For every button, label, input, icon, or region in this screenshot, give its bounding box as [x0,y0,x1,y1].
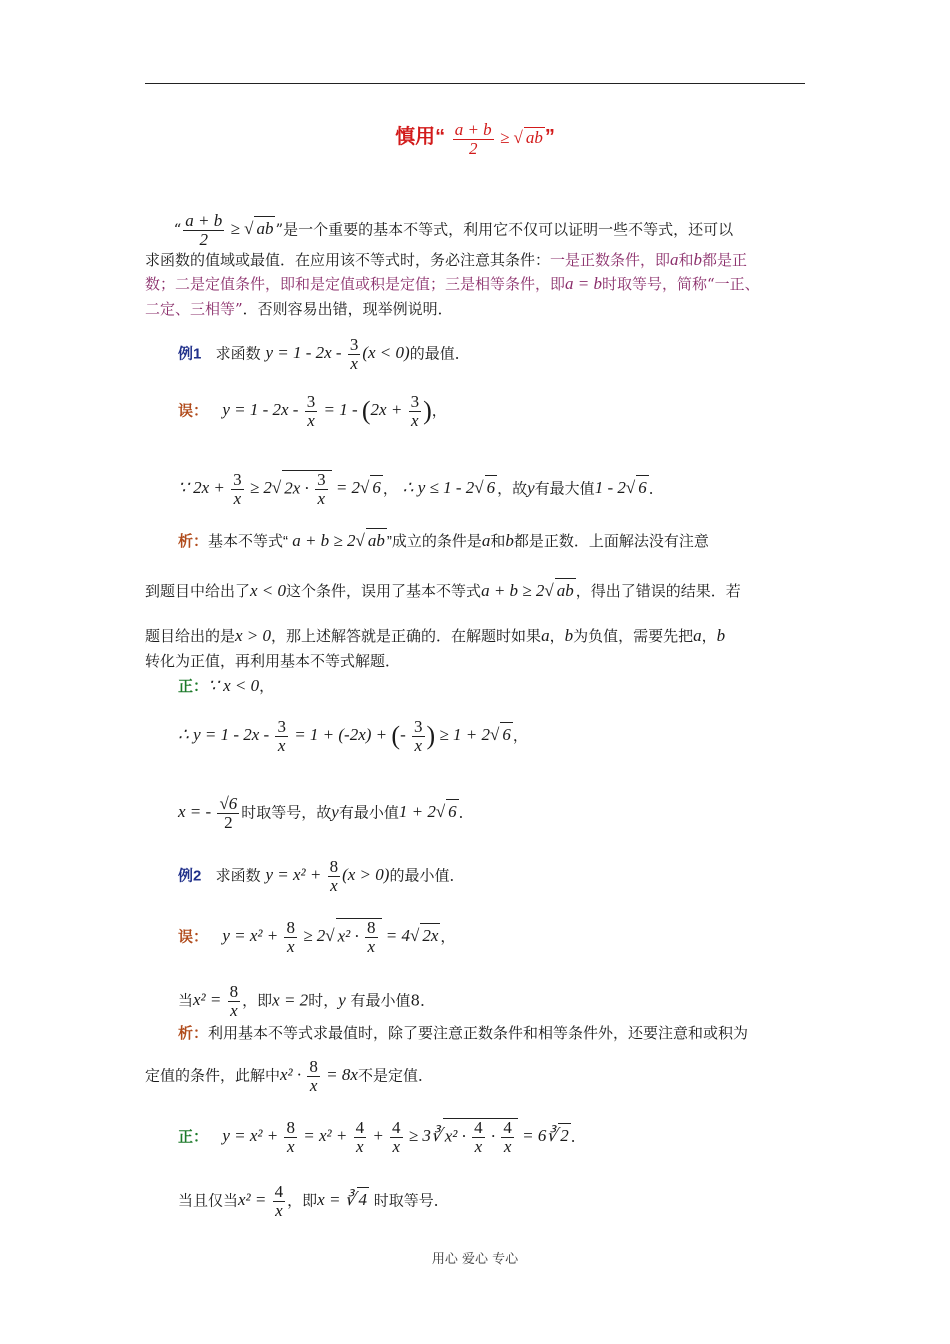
example-1-wrong-step: ∵ 2x + $\frac{3}{x}$ ≥ 2√ 2x · $\frac{3}{x}$ = 2√ 6 ， ∴ y ≤ 1 - 2√ 6 ，故y有最大值1 - 2√ 6 ． [178,470,664,508]
example-2-prompt: 例2 求函数 y = x² + $\frac{8}{x}$ (x > 0)的最小值． [178,857,465,895]
example-2-correct-result: 当且仅当x² = $\frac{4}{x}$ ，即x = ∛ 4 时取等号． [178,1182,449,1220]
example-2-correct: 正： y = x² + $\frac{8}{x}$ = x² + $\frac{4}{x}$ + $\frac{4}{x}$ ≥ 3∛ x² · $\frac{4}{x}$ · $\frac{4}{x}$ = 6∛ 2 ． [178,1118,586,1156]
example-1-wrong: 误： y = 1 - 2x - $\frac{3}{x}$ = 1 - (2x + $\frac{3}{x}$ )， [178,392,447,430]
example-1-correct: 正：∵ x < 0， [178,676,275,695]
example-1-analysis-3: 题目给出的是x > 0，那上述解答就是正确的．在解题时如果a，b为负值，需要先把a，b [145,626,726,645]
example-2-analysis-2: 定值的条件，此解中x² · $\frac{8}{x}$ = 8x不是定值． [145,1057,433,1095]
example-1-analysis-2: 到题目中给出了x < 0这个条件，误用了基本不等式a + b ≥ 2√ ab ，得出了错误的结果．若 [145,578,810,604]
intro-line-1: “ $\frac{a + b}{2}$ ≥ √ ab ”是一个重要的基本不等式，利用它不仅可以证明一些不等式，还可以 [145,211,734,249]
example-1-correct-step: ∴ y = 1 - 2x - $\frac{3}{x}$ = 1 + (-2x) + (- $\frac{3}{x}$ ) ≥ 1 + 2√ 6 ， [178,717,528,755]
intro-line-4: 二定、三相等”．否则容易出错，现举例说明． [145,300,453,318]
example-2-wrong: 误： y = x² + $\frac{8}{x}$ ≥ 2√ x² · $\frac{8}{x}$ = 4√ 2x ， [178,918,456,956]
example-1-prompt: 例1 求函数 y = 1 - 2x - $\frac{3}{x}$ (x < 0)的最值． [178,335,470,373]
example-1-analysis-4: 转化为正值，再利用基本不等式解题． [145,653,401,670]
example-2-analysis-1: 析：利用基本不等式求最值时，除了要注意正数条件和相等条件外，还要注意和或积为 [178,1025,749,1042]
intro-line-2: 求函数的值域或最值．在应用该不等式时，务必注意其条件：一是正数条件，即a和b都是正 [145,250,748,269]
title-formula: $\frac{a + b}{2}$ ≥ √ ab [454,119,543,158]
intro-line-3: 数；二是定值条件，即和是定值或积是定值；三是相等条件，即a = b时取等号，简称“一正、 [145,274,760,293]
header-rule [145,83,805,84]
example-1-correct-result: x = - $\frac{√6}{2}$ 时取等号，故y有最小值1 + 2√ 6 ． [178,794,474,832]
page-footer: 用心 爱心 专心 [431,1252,519,1267]
example-1-analysis-1: 析：基本不等式“ a + b ≥ 2√ ab ”成立的条件是a和b都是正数．上面解法没有注意 [178,528,843,554]
page-title: 慎用“ $\frac{a + b}{2}$ ≥ √ ab ” [395,119,555,158]
example-2-wrong-result: 当x² = $\frac{8}{x}$ ，即x = 2时，y 有最小值8． [178,982,436,1020]
